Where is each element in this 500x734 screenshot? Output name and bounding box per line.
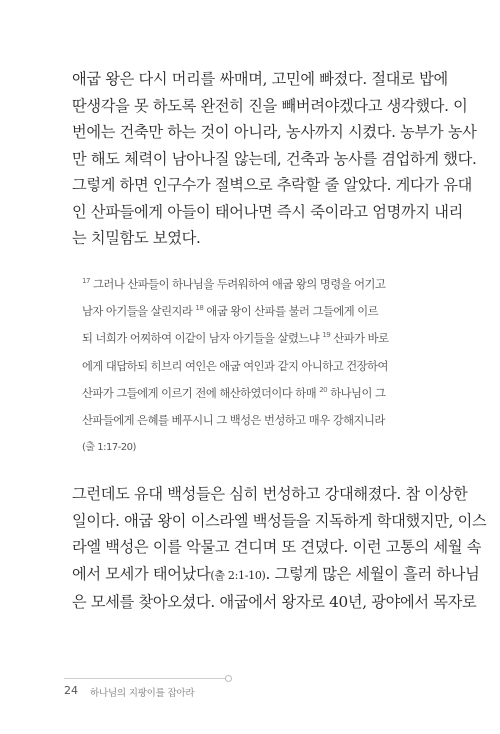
paragraph-line: 그렇게 하면 인구수가 절벽으로 추락할 줄 알았다. 게다가 유대 (72, 176, 473, 194)
page-number: 24 (64, 684, 78, 697)
scripture-line (82, 353, 427, 380)
scripture-text: 애굽 왕이 산파를 불러 그들에게 이르 (203, 305, 379, 319)
scripture-line (82, 407, 427, 434)
paragraph-line: 인 산파들에게 아들이 태어나면 즉시 죽이라고 엄명까지 내리 (72, 202, 463, 221)
paragraph-line: 딴생각을 못 하도록 완전히 진을 빼버려야겠다고 생각했다. 이 (72, 96, 468, 115)
scripture-reference: (출 1:17-20) (82, 442, 136, 454)
paragraph-line: 번에는 건축만 하는 것이 아니라, 농사까지 시켰다. 농부가 농사 (72, 123, 477, 141)
scripture-text: 산파들에게 은혜를 베푸시니 그 백성은 번성하고 매우 강해지니라 (82, 414, 385, 428)
scripture-text: 산파가 바로 (330, 332, 389, 346)
paragraph-line: 은 모세를 찾아오셨다. 애굽에서 왕자로 40년, 광야에서 목자로 (72, 593, 477, 611)
scripture-text: 남자 아기들을 살린지라 (82, 305, 196, 319)
scripture-text: 그러나 산파들이 하나님을 두려워하여 애굽 왕의 명령을 어기고 (93, 278, 386, 291)
paragraph-line: 는 치밀함도 보였다. (72, 229, 201, 247)
body-paragraph-1 (72, 66, 477, 252)
scripture-text: 에게 대답하되 히브리 여인은 애굽 여인과 같지 아니하고 건장하여 (82, 359, 388, 373)
running-title: 하나님의 지팡이를 잡아라 (90, 688, 195, 699)
scripture-line (82, 298, 427, 325)
paragraph-text: 에서 모세가 태어났다 (72, 564, 211, 583)
scripture-text: 산파가 그들에게 이르기 전에 해산하였더이다 하매 (82, 386, 320, 400)
inline-reference: (출 2:1-10) (210, 568, 266, 582)
paragraph-line: 라엘 백성은 이를 악물고 견디며 또 견뎠다. 이런 고통의 세월 속 (72, 538, 482, 556)
paragraph-line: 일이다. 애굽 왕이 이스라엘 백성들을 지독하게 학대했지만, 이스 (72, 511, 487, 530)
footer-dot-ornament (225, 675, 232, 682)
paragraph-line: 그런데도 유대 백성들은 심히 번성하고 강대해졌다. 참 이상한 (72, 485, 468, 503)
paragraph-text: . 그렇게 많은 세월이 흘러 하나님 (265, 564, 480, 583)
scripture-line (82, 325, 427, 352)
scripture-text: 하나님이 그 (327, 386, 386, 400)
verse-number: 20 (319, 386, 328, 395)
scripture-text: 되 너희가 어찌하여 이같이 남자 아기들을 살렸느냐 (82, 332, 323, 346)
body-paragraph-2 (72, 481, 487, 616)
paragraph-line: 만 해도 체력이 남아나질 않는데, 건축과 농사를 겸업하게 했다. (72, 149, 477, 168)
paragraph-line: 애굽 왕은 다시 머리를 싸매며, 고민에 빠졌다. 절대로 밥에 (72, 70, 448, 88)
scripture-line (82, 271, 427, 298)
verse-number: 18 (195, 304, 204, 313)
verse-number: 17 (82, 277, 90, 286)
paragraph-line (72, 561, 480, 590)
scripture-quote (82, 271, 427, 461)
verse-number: 19 (322, 331, 331, 340)
footer-rule (64, 678, 226, 679)
scripture-line (82, 380, 427, 407)
